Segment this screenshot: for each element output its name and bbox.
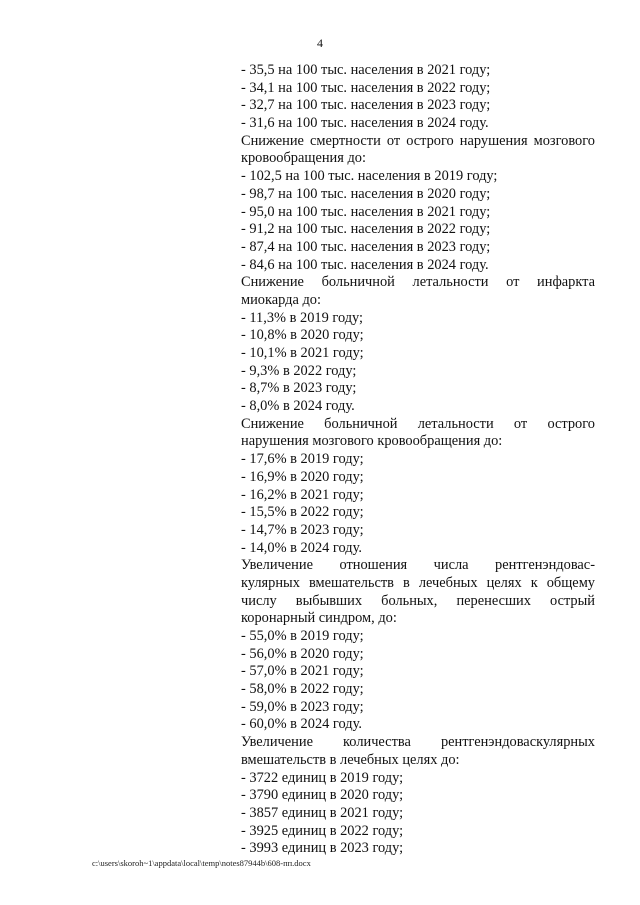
- list-item: - 35,5 на 100 тыс. населения в 2021 году;: [241, 62, 491, 78]
- list-item: - 57,0% в 2021 году;: [241, 663, 364, 680]
- heading-line: Снижение больничной летальности от инфаркта: [241, 274, 595, 291]
- list-item: - 59,0% в 2023 году;: [241, 698, 364, 715]
- list-item: - 3722 единиц в 2019 году;: [241, 769, 404, 786]
- endovascular-ratio-heading: [241, 557, 595, 628]
- endovascular-count-heading: [241, 734, 595, 769]
- list-item: - 11,3% в 2019 году;: [241, 309, 364, 326]
- stroke-lethality-list: [241, 451, 595, 557]
- list-item: - 91,2 на 100 тыс. населения в 2022 году;: [241, 221, 491, 238]
- list-item: - 3857 единиц в 2021 году;: [241, 804, 404, 821]
- list-item: - 95,0 на 100 тыс. населения в 2021 году;: [241, 203, 491, 220]
- file-path-footer: c:\users\skoroh~1\appdata\local\temp\notes87944b\608-пп.docx: [92, 858, 311, 868]
- endovascular-count-list: [241, 770, 595, 858]
- infarction-lethality-list: [241, 310, 595, 416]
- list-item: - 16,2% в 2021 году;: [241, 486, 364, 503]
- heading-line: миокарда до:: [241, 291, 321, 308]
- heading-line: Увеличение отношения числа рентгенэндовас-: [241, 557, 595, 574]
- list-item: - 17,6% в 2019 году;: [241, 451, 364, 468]
- list-item: - 8,7% в 2023 году;: [241, 380, 357, 397]
- heading-line: Снижение больничной летальности от острого: [241, 415, 595, 432]
- list-item: - 32,7 на 100 тыс. населения в 2023 году;: [241, 97, 491, 114]
- heading-line: вмешательств в лечебных целях до:: [241, 751, 460, 768]
- list-item: - 102,5 на 100 тыс. населения в 2019 году;: [241, 168, 498, 185]
- endovascular-ratio-list: [241, 628, 595, 734]
- list-item: - 10,8% в 2020 году;: [241, 327, 364, 344]
- list-item: - 56,0% в 2020 году;: [241, 645, 364, 662]
- document-body: [241, 62, 595, 858]
- heading-line: кровообращения до:: [241, 150, 366, 167]
- list-item: - 34,1 на 100 тыс. населения в 2022 году;: [241, 79, 491, 96]
- heading-line: коронарный синдром, до:: [241, 610, 397, 627]
- list-item: - 14,7% в 2023 году;: [241, 521, 364, 538]
- list-item: - 9,3% в 2022 году;: [241, 362, 357, 379]
- list-item: - 8,0% в 2024 году.: [241, 398, 355, 415]
- heading-line: Увеличение количества рентгенэндоваскулярных: [241, 734, 595, 751]
- heading-line: числу выбывших больных, перенесших острый: [241, 592, 595, 609]
- list-item: - 60,0% в 2024 году.: [241, 716, 362, 733]
- list-item: - 55,0% в 2019 году;: [241, 628, 364, 644]
- list-item: - 31,6 на 100 тыс. населения в 2024 году.: [241, 115, 489, 132]
- list-item: - 15,5% в 2022 году;: [241, 504, 364, 521]
- list-item: - 3993 единиц в 2023 году;: [241, 840, 404, 857]
- heading-line: нарушения мозгового кровообращения до:: [241, 433, 503, 450]
- list-item: - 84,6 на 100 тыс. населения в 2024 году.: [241, 256, 489, 273]
- list-item: - 10,1% в 2021 году;: [241, 345, 364, 361]
- list-item: - 58,0% в 2022 году;: [241, 681, 364, 698]
- list-item: - 3925 единиц в 2022 году;: [241, 822, 404, 839]
- mortality-items-list: [241, 62, 595, 133]
- list-item: - 14,0% в 2024 году.: [241, 539, 362, 556]
- infarction-lethality-heading: [241, 274, 595, 309]
- page-number: 4: [317, 36, 323, 50]
- heading-line: кулярных вмешательств в лечебных целях к общему: [241, 574, 595, 591]
- stroke-mortality-list: [241, 168, 595, 274]
- list-item: - 98,7 на 100 тыс. населения в 2020 году;: [241, 185, 491, 202]
- list-item: - 16,9% в 2020 году;: [241, 468, 364, 485]
- stroke-lethality-heading: [241, 416, 595, 451]
- list-item: - 87,4 на 100 тыс. населения в 2023 году;: [241, 238, 491, 255]
- heading-line: Снижение смертности от острого нарушения мозгового: [241, 132, 595, 149]
- stroke-mortality-heading: [241, 133, 595, 168]
- list-item: - 3790 единиц в 2020 году;: [241, 787, 404, 804]
